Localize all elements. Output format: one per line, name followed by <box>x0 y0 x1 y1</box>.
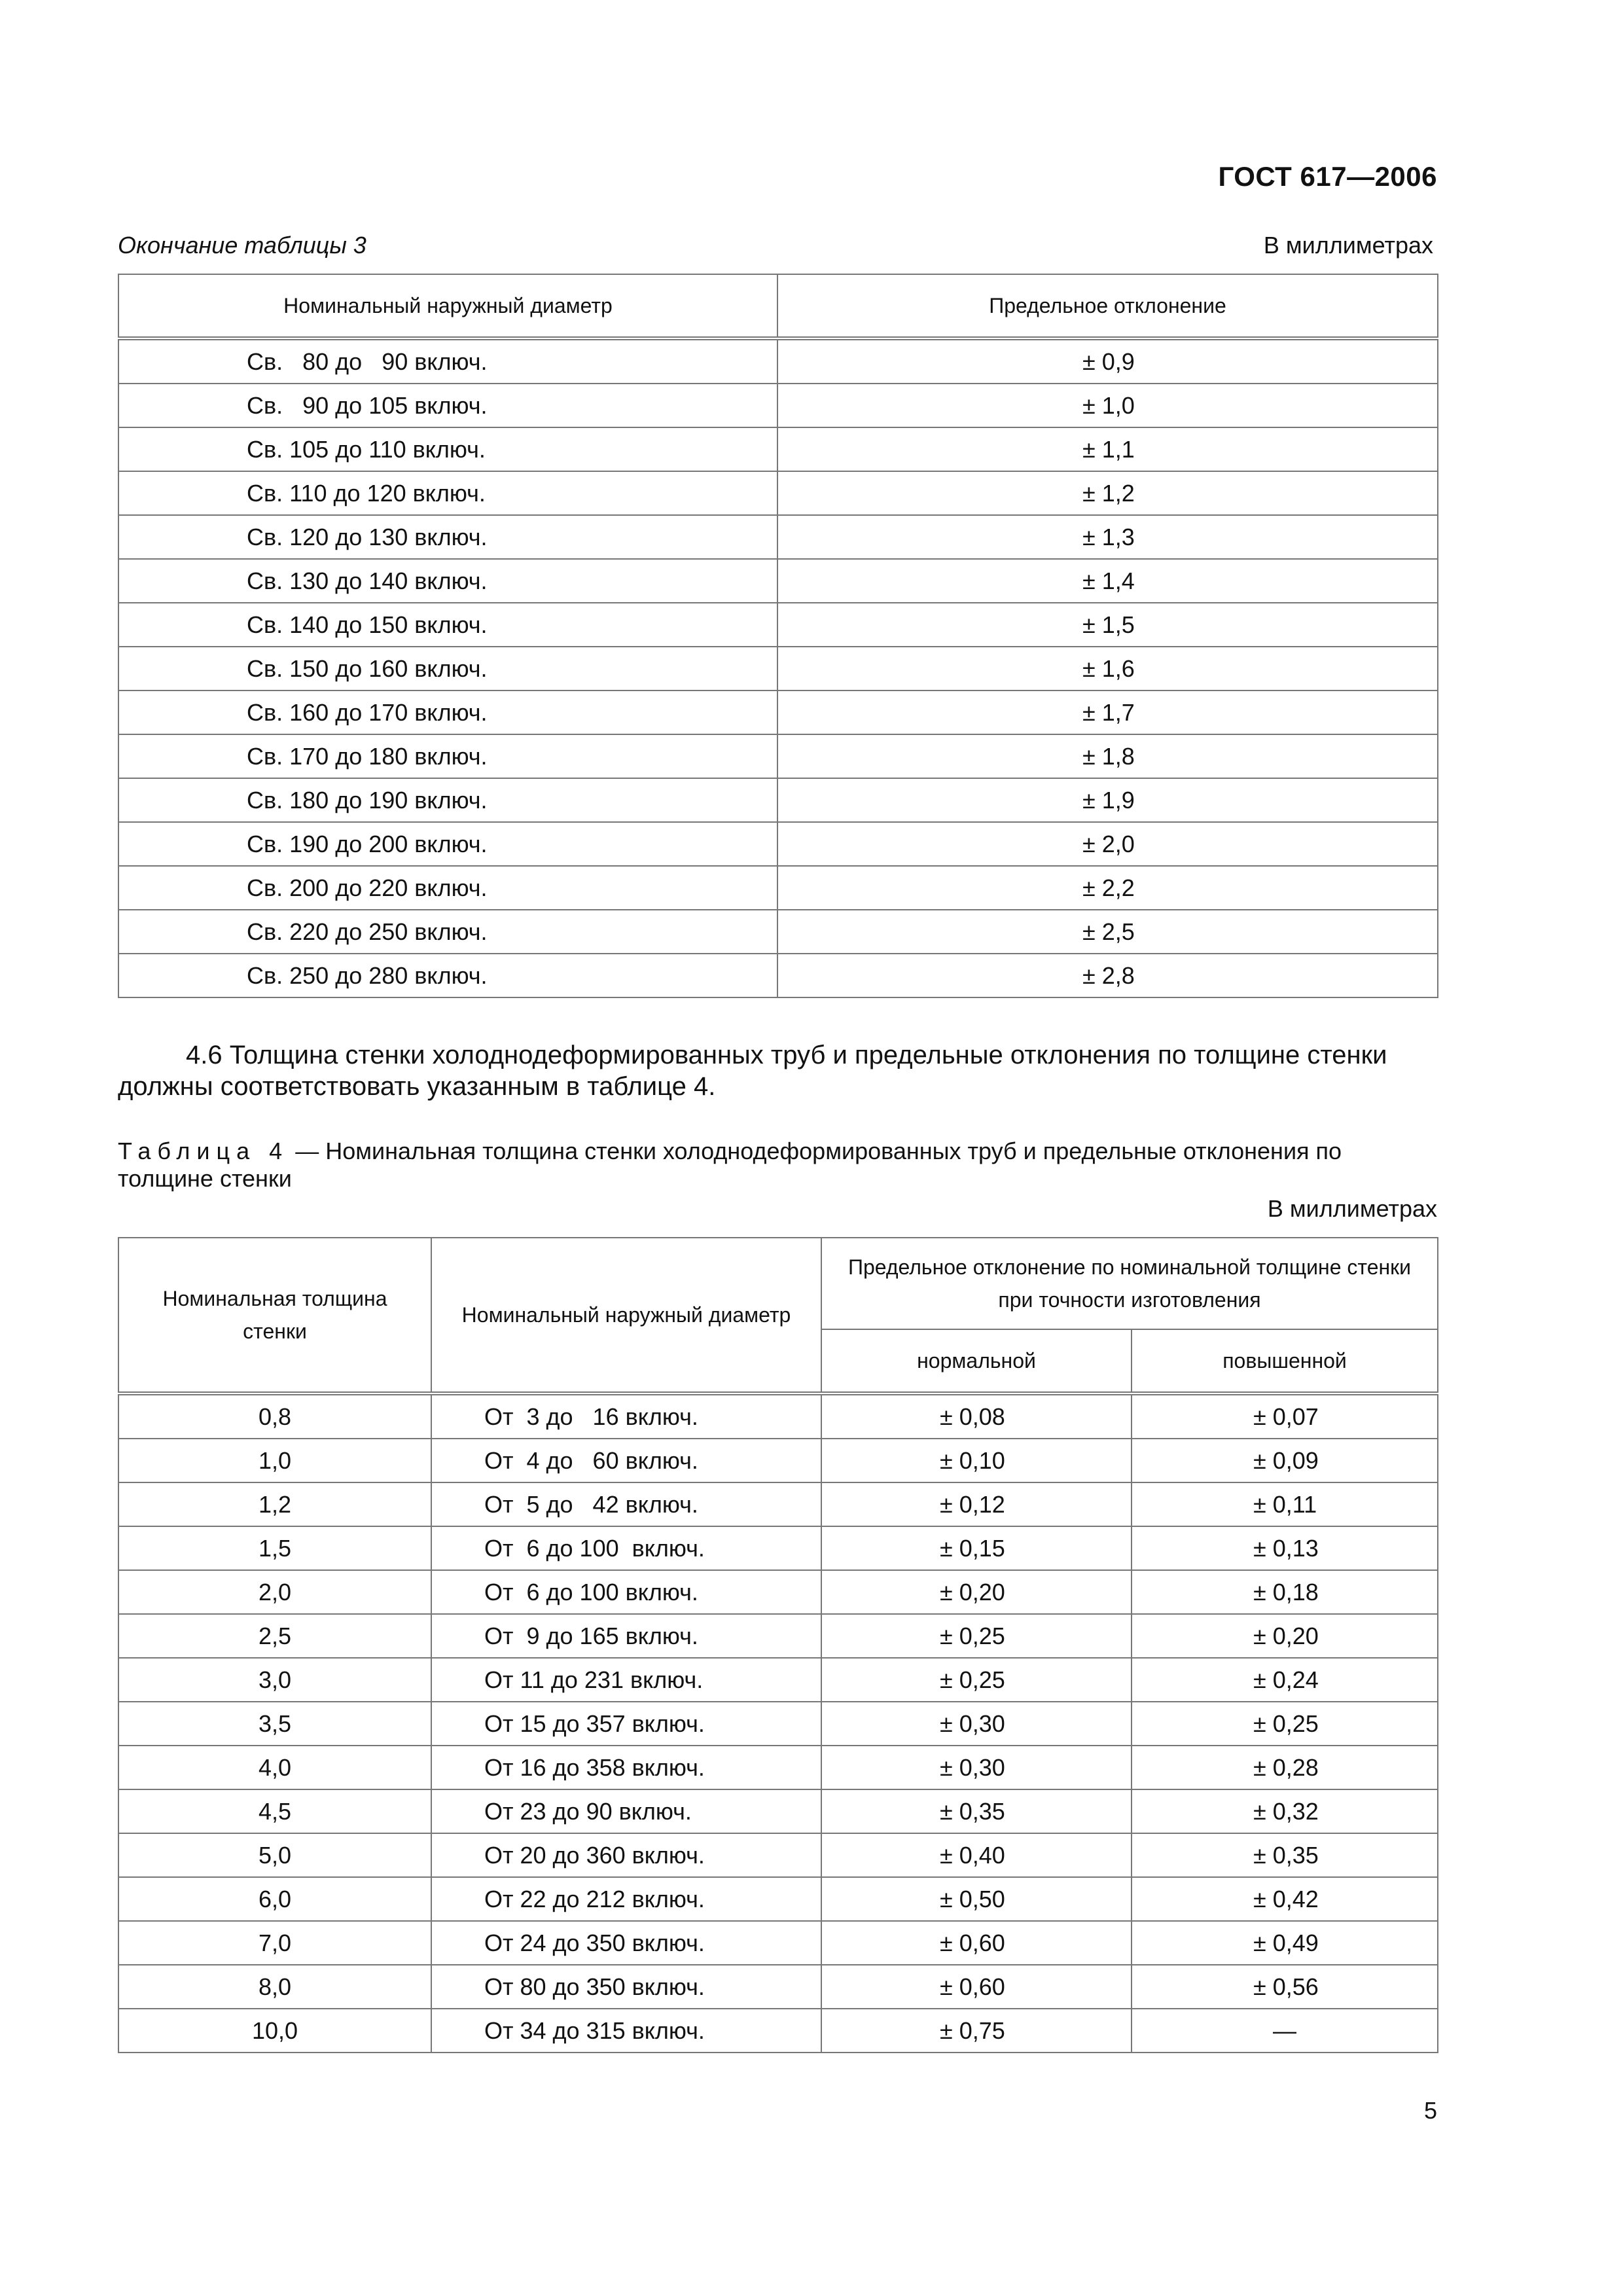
deviation-normal-cell: ± 0,35 <box>821 1789 1132 1833</box>
table-row <box>118 1833 1438 1877</box>
deviation-increased-cell: ± 0,24 <box>1132 1658 1438 1702</box>
thickness-cell: 2,0 <box>118 1570 431 1614</box>
diameter-range-cell: От 6 до 100 включ. <box>431 1570 821 1614</box>
document-code: ГОСТ 617—2006 <box>1218 161 1437 192</box>
deviation-cell: ± 1,6 <box>777 647 1438 691</box>
paragraph-4-6 <box>118 1039 1437 1102</box>
deviation-increased-cell: ± 0,32 <box>1132 1789 1438 1833</box>
thickness-cell: 1,0 <box>118 1439 431 1482</box>
deviation-cell: ± 1,8 <box>777 734 1438 778</box>
thickness-cell: 1,5 <box>118 1526 431 1570</box>
diameter-range-cell: Св. 180 до 190 включ. <box>118 778 777 822</box>
table4-body <box>118 1393 1438 2053</box>
deviation-cell: ± 2,8 <box>777 954 1438 997</box>
deviation-cell: ± 1,5 <box>777 603 1438 647</box>
table-row <box>118 384 1438 427</box>
thickness-cell: 2,5 <box>118 1614 431 1658</box>
diameter-range-cell: Св. 220 до 250 включ. <box>118 910 777 954</box>
deviation-increased-cell: — <box>1132 2009 1438 2053</box>
table-row <box>118 1789 1438 1833</box>
deviation-normal-cell: ± 0,60 <box>821 1965 1132 2009</box>
deviation-normal-cell: ± 0,30 <box>821 1702 1132 1746</box>
table4-caption <box>118 1138 1437 1193</box>
table4-header-normal: нормальной <box>821 1329 1132 1393</box>
deviation-normal-cell: ± 0,10 <box>821 1439 1132 1482</box>
diameter-range-cell: Св. 130 до 140 включ. <box>118 559 777 603</box>
table-row <box>118 2009 1438 2053</box>
deviation-increased-cell: ± 0,28 <box>1132 1746 1438 1789</box>
diameter-range-cell: Св. 190 до 200 включ. <box>118 822 777 866</box>
diameter-range-cell: Св. 140 до 150 включ. <box>118 603 777 647</box>
diameter-range-cell: Св. 170 до 180 включ. <box>118 734 777 778</box>
table-row <box>118 1921 1438 1965</box>
thickness-cell: 6,0 <box>118 1877 431 1921</box>
table-row <box>118 866 1438 910</box>
table-row <box>118 954 1438 997</box>
table-row <box>118 559 1438 603</box>
table-row <box>118 1965 1438 2009</box>
table3-header-deviation: Предельное отклонение <box>777 274 1438 338</box>
deviation-normal-cell: ± 0,50 <box>821 1877 1132 1921</box>
thickness-cell: 0,8 <box>118 1393 431 1439</box>
diameter-range-cell: Св. 250 до 280 включ. <box>118 954 777 997</box>
deviation-increased-cell: ± 0,09 <box>1132 1439 1438 1482</box>
deviation-cell: ± 1,3 <box>777 515 1438 559</box>
table4-caption-text: — Номинальная толщина стенки холоднодеформированных труб и предельные отклонения по толщине стенки <box>118 1138 1342 1192</box>
table-row <box>118 515 1438 559</box>
table-row <box>118 1614 1438 1658</box>
deviation-normal-cell: ± 0,75 <box>821 2009 1132 2053</box>
paragraph-number: 4.6 <box>186 1041 223 1069</box>
diameter-range-cell: Св. 150 до 160 включ. <box>118 647 777 691</box>
table-row <box>118 1482 1438 1526</box>
diameter-range-cell: От 4 до 60 включ. <box>431 1439 821 1482</box>
table-row <box>118 338 1438 384</box>
diameter-range-cell: Св. 120 до 130 включ. <box>118 515 777 559</box>
diameter-range-cell: Св. 80 до 90 включ. <box>118 338 777 384</box>
thickness-cell: 10,0 <box>118 2009 431 2053</box>
diameter-range-cell: От 5 до 42 включ. <box>431 1482 821 1526</box>
diameter-range-cell: Св. 160 до 170 включ. <box>118 691 777 734</box>
deviation-cell: ± 1,9 <box>777 778 1438 822</box>
table-row <box>118 822 1438 866</box>
table-row <box>118 778 1438 822</box>
deviation-normal-cell: ± 0,25 <box>821 1658 1132 1702</box>
diameter-range-cell: От 24 до 350 включ. <box>431 1921 821 1965</box>
diameter-range-cell: От 16 до 358 включ. <box>431 1746 821 1789</box>
deviation-increased-cell: ± 0,07 <box>1132 1393 1438 1439</box>
deviation-cell: ± 1,4 <box>777 559 1438 603</box>
paragraph-text: Толщина стенки холоднодеформированных труб и предельные отклонения по толщине стенки должны соответствовать указанным в таблице 4. <box>118 1041 1387 1101</box>
deviation-cell: ± 1,0 <box>777 384 1438 427</box>
thickness-cell: 4,5 <box>118 1789 431 1833</box>
deviation-normal-cell: ± 0,25 <box>821 1614 1132 1658</box>
deviation-increased-cell: ± 0,25 <box>1132 1702 1438 1746</box>
table3-caption: Окончание таблицы 3 <box>118 232 366 259</box>
table-row <box>118 603 1438 647</box>
thickness-cell: 3,5 <box>118 1702 431 1746</box>
diameter-range-cell: От 6 до 100 включ. <box>431 1526 821 1570</box>
table-row <box>118 1393 1438 1439</box>
diameter-range-cell: Св. 200 до 220 включ. <box>118 866 777 910</box>
deviation-normal-cell: ± 0,60 <box>821 1921 1132 1965</box>
diameter-range-cell: Св. 110 до 120 включ. <box>118 471 777 515</box>
diameter-range-cell: От 22 до 212 включ. <box>431 1877 821 1921</box>
table-row <box>118 1702 1438 1746</box>
table-row <box>118 1570 1438 1614</box>
deviation-cell: ± 2,5 <box>777 910 1438 954</box>
deviation-increased-cell: ± 0,49 <box>1132 1921 1438 1965</box>
table-row <box>118 1877 1438 1921</box>
diameter-range-cell: От 23 до 90 включ. <box>431 1789 821 1833</box>
table4-header-increased: повышенной <box>1132 1329 1438 1393</box>
thickness-cell: 4,0 <box>118 1746 431 1789</box>
deviation-normal-cell: ± 0,15 <box>821 1526 1132 1570</box>
table-row <box>118 691 1438 734</box>
diameter-range-cell: От 11 до 231 включ. <box>431 1658 821 1702</box>
deviation-normal-cell: ± 0,20 <box>821 1570 1132 1614</box>
table-row <box>118 734 1438 778</box>
deviation-cell: ± 0,9 <box>777 338 1438 384</box>
deviation-increased-cell: ± 0,11 <box>1132 1482 1438 1526</box>
table4-caption-label: Таблица 4 <box>118 1138 289 1164</box>
table-row <box>118 427 1438 471</box>
diameter-range-cell: От 9 до 165 включ. <box>431 1614 821 1658</box>
deviation-cell: ± 1,2 <box>777 471 1438 515</box>
diameter-range-cell: От 80 до 350 включ. <box>431 1965 821 2009</box>
table4-header-thickness: Номинальная толщина стенки <box>118 1238 431 1393</box>
diameter-range-cell: От 20 до 360 включ. <box>431 1833 821 1877</box>
diameter-range-cell: Св. 90 до 105 включ. <box>118 384 777 427</box>
table3-units: В миллиметрах <box>1263 232 1433 259</box>
table-row <box>118 471 1438 515</box>
table3-header-diameter: Номинальный наружный диаметр <box>118 274 777 338</box>
deviation-increased-cell: ± 0,35 <box>1132 1833 1438 1877</box>
deviation-cell: ± 1,7 <box>777 691 1438 734</box>
table3 <box>118 274 1438 998</box>
table-row <box>118 1746 1438 1789</box>
table4-header-diameter: Номинальный наружный диаметр <box>431 1238 821 1393</box>
table-row <box>118 1526 1438 1570</box>
table4-header-deviation-group: Предельное отклонение по номинальной толщине стенки при точности изготовления <box>821 1238 1438 1329</box>
table4-units: В миллиметрах <box>1267 1195 1437 1222</box>
diameter-range-cell: От 15 до 357 включ. <box>431 1702 821 1746</box>
deviation-increased-cell: ± 0,56 <box>1132 1965 1438 2009</box>
deviation-increased-cell: ± 0,20 <box>1132 1614 1438 1658</box>
table-row <box>118 910 1438 954</box>
table-row <box>118 1658 1438 1702</box>
deviation-increased-cell: ± 0,42 <box>1132 1877 1438 1921</box>
table3-body <box>118 338 1438 997</box>
deviation-cell: ± 2,0 <box>777 822 1438 866</box>
deviation-increased-cell: ± 0,18 <box>1132 1570 1438 1614</box>
deviation-cell: ± 1,1 <box>777 427 1438 471</box>
deviation-normal-cell: ± 0,08 <box>821 1393 1132 1439</box>
deviation-normal-cell: ± 0,12 <box>821 1482 1132 1526</box>
deviation-normal-cell: ± 0,40 <box>821 1833 1132 1877</box>
diameter-range-cell: От 3 до 16 включ. <box>431 1393 821 1439</box>
thickness-cell: 8,0 <box>118 1965 431 2009</box>
deviation-increased-cell: ± 0,13 <box>1132 1526 1438 1570</box>
thickness-cell: 7,0 <box>118 1921 431 1965</box>
table-row <box>118 1439 1438 1482</box>
thickness-cell: 1,2 <box>118 1482 431 1526</box>
diameter-range-cell: От 34 до 315 включ. <box>431 2009 821 2053</box>
diameter-range-cell: Св. 105 до 110 включ. <box>118 427 777 471</box>
thickness-cell: 5,0 <box>118 1833 431 1877</box>
table-row <box>118 647 1438 691</box>
thickness-cell: 3,0 <box>118 1658 431 1702</box>
deviation-cell: ± 2,2 <box>777 866 1438 910</box>
page-number: 5 <box>1423 2097 1437 2124</box>
table4 <box>118 1237 1438 2053</box>
deviation-normal-cell: ± 0,30 <box>821 1746 1132 1789</box>
